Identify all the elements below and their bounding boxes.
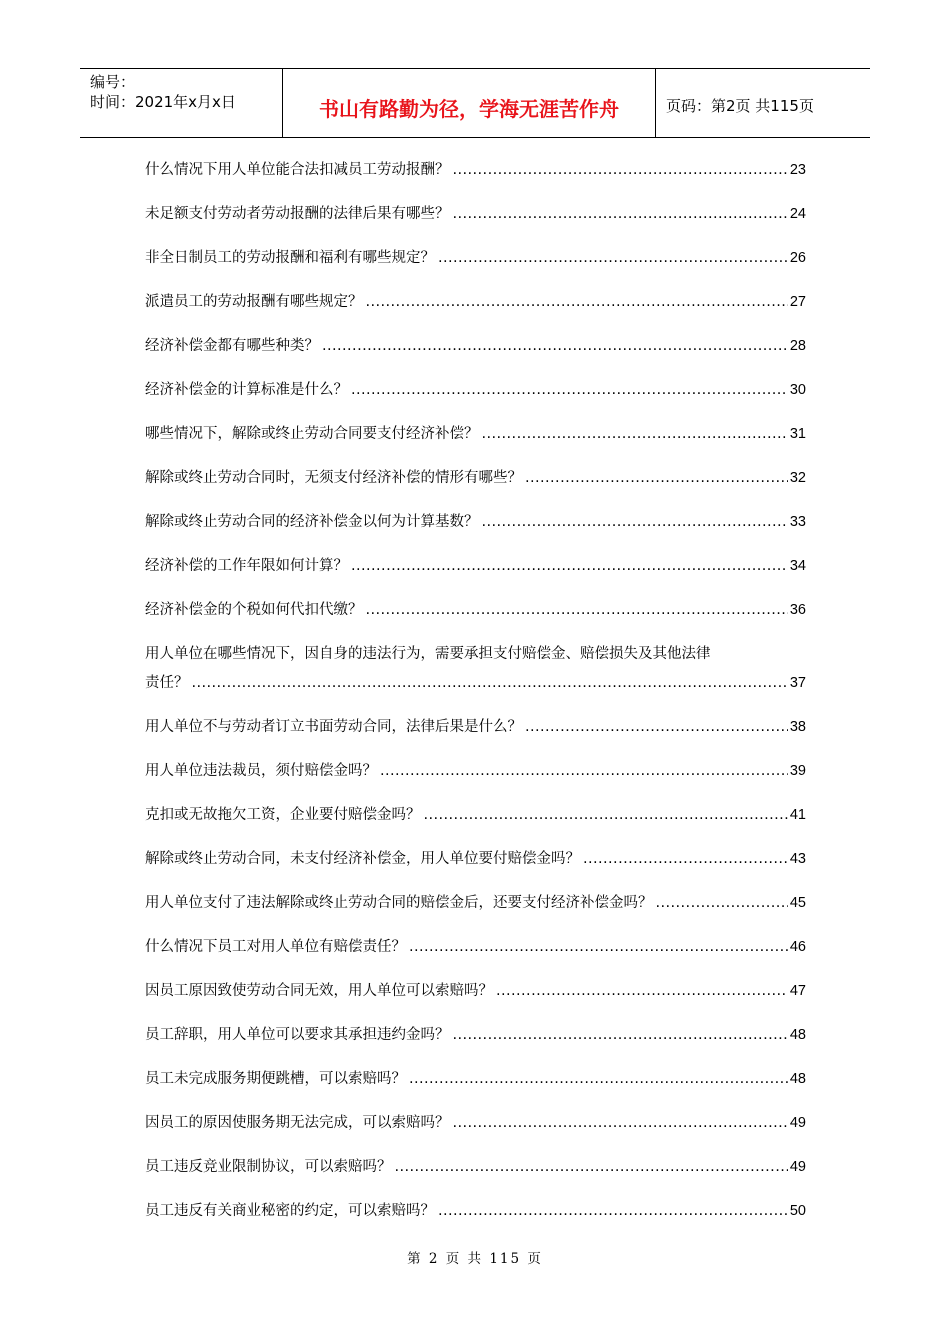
toc-entry-title: 解除或终止劳动合同时，无须支付经济补偿的情形有哪些？	[145, 470, 522, 486]
toc-entry-page-number: 34	[789, 558, 806, 574]
toc-entry[interactable]	[145, 156, 806, 185]
dot-leader	[438, 1197, 788, 1226]
dot-leader	[395, 1153, 788, 1182]
toc-entry[interactable]	[145, 977, 806, 1006]
toc-entry[interactable]	[145, 845, 806, 874]
toc-entry-title: 员工违反竞业限制协议，可以索赔吗？	[145, 1159, 392, 1175]
toc-entry-title: 派遣员工的劳动报酬有哪些规定？	[145, 294, 363, 310]
dot-leader	[192, 669, 788, 698]
toc-entry-page-number: 41	[789, 807, 806, 823]
toc-entry-title: 什么情况下用人单位能合法扣减员工劳动报酬？	[145, 162, 450, 178]
table-of-contents	[145, 0, 806, 1344]
toc-entry[interactable]	[145, 376, 806, 405]
number-label: 编号：	[90, 73, 136, 91]
dot-leader	[453, 1109, 788, 1138]
toc-entry-page-number: 43	[789, 851, 806, 867]
toc-entry[interactable]	[145, 1153, 806, 1182]
header-page-label: 页码：第2页 共115页	[666, 97, 814, 115]
toc-entry-title: 经济补偿金的计算标准是什么？	[145, 382, 348, 398]
toc-entry-title: 经济补偿金都有哪些种类？	[145, 338, 319, 354]
toc-entry[interactable]	[145, 508, 806, 537]
toc-entry-page-number: 26	[789, 250, 806, 266]
toc-entry[interactable]	[145, 1109, 806, 1138]
toc-entry-title: 员工辞职，用人单位可以要求其承担违约金吗？	[145, 1027, 450, 1043]
toc-entry-title: 员工违反有关商业秘密的约定，可以索赔吗？	[145, 1203, 435, 1219]
toc-entry-page-number: 38	[789, 719, 806, 735]
dot-leader	[525, 713, 788, 742]
toc-entry-title: 非全日制员工的劳动报酬和福利有哪些规定？	[145, 250, 435, 266]
toc-entry-page-number: 46	[789, 939, 806, 955]
toc-entry[interactable]	[145, 1197, 806, 1226]
toc-entry[interactable]	[145, 464, 806, 493]
toc-entry-title: 解除或终止劳动合同的经济补偿金以何为计算基数？	[145, 514, 479, 530]
toc-entry[interactable]	[145, 801, 806, 830]
toc-entry-page-number: 50	[789, 1203, 806, 1219]
toc-entry[interactable]	[145, 640, 806, 698]
toc-entry-title-line: 用人单位在哪些情况下，因自身的违法行为，需要承担支付赔偿金、赔偿损失及其他法律	[145, 646, 711, 662]
toc-entry-page-number: 27	[789, 294, 806, 310]
toc-entry-page-number: 24	[789, 206, 806, 222]
toc-entry-title: 用人单位支付了违法解除或终止劳动合同的赔偿金后，还要支付经济补偿金吗？	[145, 895, 653, 911]
dot-leader	[482, 420, 788, 449]
dot-leader	[438, 244, 788, 273]
page-footer: 第 2 页 共 115 页	[407, 1251, 543, 1267]
toc-entry-page-number: 47	[789, 983, 806, 999]
toc-entry-page-number: 31	[789, 426, 806, 442]
toc-entry-page-number: 33	[789, 514, 806, 530]
dot-leader	[525, 464, 788, 493]
toc-entry-title: 用人单位违法裁员，须付赔偿金吗？	[145, 763, 377, 779]
toc-entry-title: 克扣或无故拖欠工资，企业要付赔偿金吗？	[145, 807, 421, 823]
dot-leader	[366, 596, 788, 625]
toc-entry-page-number: 49	[789, 1115, 806, 1131]
toc-entry[interactable]	[145, 757, 806, 786]
toc-entry[interactable]	[145, 889, 806, 918]
toc-entry-page-number: 23	[789, 162, 806, 178]
toc-entry[interactable]	[145, 288, 806, 317]
toc-entry-page-number: 49	[789, 1159, 806, 1175]
dot-leader	[366, 288, 788, 317]
toc-entry-title: 哪些情况下，解除或终止劳动合同要支付经济补偿？	[145, 426, 479, 442]
toc-entry[interactable]	[145, 713, 806, 742]
dot-leader	[583, 845, 788, 874]
toc-entry[interactable]	[145, 1065, 806, 1094]
toc-entry-page-number: 32	[789, 470, 806, 486]
toc-entry-title: 用人单位不与劳动者订立书面劳动合同，法律后果是什么？	[145, 719, 522, 735]
toc-entry-page-number: 36	[789, 602, 806, 618]
dot-leader	[453, 200, 788, 229]
dot-leader	[351, 376, 788, 405]
toc-entry-title: 经济补偿金的个税如何代扣代缴？	[145, 602, 363, 618]
toc-entry-title: 因员工原因致使劳动合同无效，用人单位可以索赔吗？	[145, 983, 493, 999]
dot-leader	[424, 801, 788, 830]
toc-entry-title: 什么情况下员工对用人单位有赔偿责任？	[145, 939, 406, 955]
motto-text: 书山有路勤为径，学海无涯苦作舟	[319, 97, 619, 121]
toc-entry-title: 解除或终止劳动合同，未支付经济补偿金，用人单位要付赔偿金吗？	[145, 851, 580, 867]
toc-entry-page-number: 37	[789, 675, 806, 691]
dot-leader	[656, 889, 788, 918]
dot-leader	[380, 757, 788, 786]
toc-entry-title: 经济补偿的工作年限如何计算？	[145, 558, 348, 574]
toc-entry-page-number: 30	[789, 382, 806, 398]
toc-entry[interactable]	[145, 244, 806, 273]
dot-leader	[351, 552, 788, 581]
toc-entry-page-number: 45	[789, 895, 806, 911]
dot-leader	[453, 156, 788, 185]
dot-leader	[409, 933, 788, 962]
dot-leader	[322, 332, 788, 361]
toc-entry-title: 未足额支付劳动者劳动报酬的法律后果有哪些？	[145, 206, 450, 222]
toc-entry-title: 员工未完成服务期便跳槽，可以索赔吗？	[145, 1071, 406, 1087]
dot-leader	[453, 1021, 788, 1050]
toc-entry[interactable]	[145, 332, 806, 361]
toc-entry[interactable]	[145, 552, 806, 581]
toc-entry-page-number: 28	[789, 338, 806, 354]
dot-leader	[409, 1065, 788, 1094]
toc-entry[interactable]	[145, 420, 806, 449]
toc-entry-page-number: 48	[789, 1027, 806, 1043]
toc-entry[interactable]	[145, 200, 806, 229]
toc-entry[interactable]	[145, 1021, 806, 1050]
toc-entry-page-number: 48	[789, 1071, 806, 1087]
dot-leader	[482, 508, 788, 537]
toc-entry-title: 因员工的原因使服务期无法完成，可以索赔吗？	[145, 1115, 450, 1131]
dot-leader	[496, 977, 788, 1006]
toc-entry[interactable]	[145, 933, 806, 962]
time-label: 时间：2021年x月x日	[90, 93, 236, 111]
toc-entry[interactable]	[145, 596, 806, 625]
toc-entry-title: 责任？	[145, 675, 189, 691]
toc-entry-page-number: 39	[789, 763, 806, 779]
